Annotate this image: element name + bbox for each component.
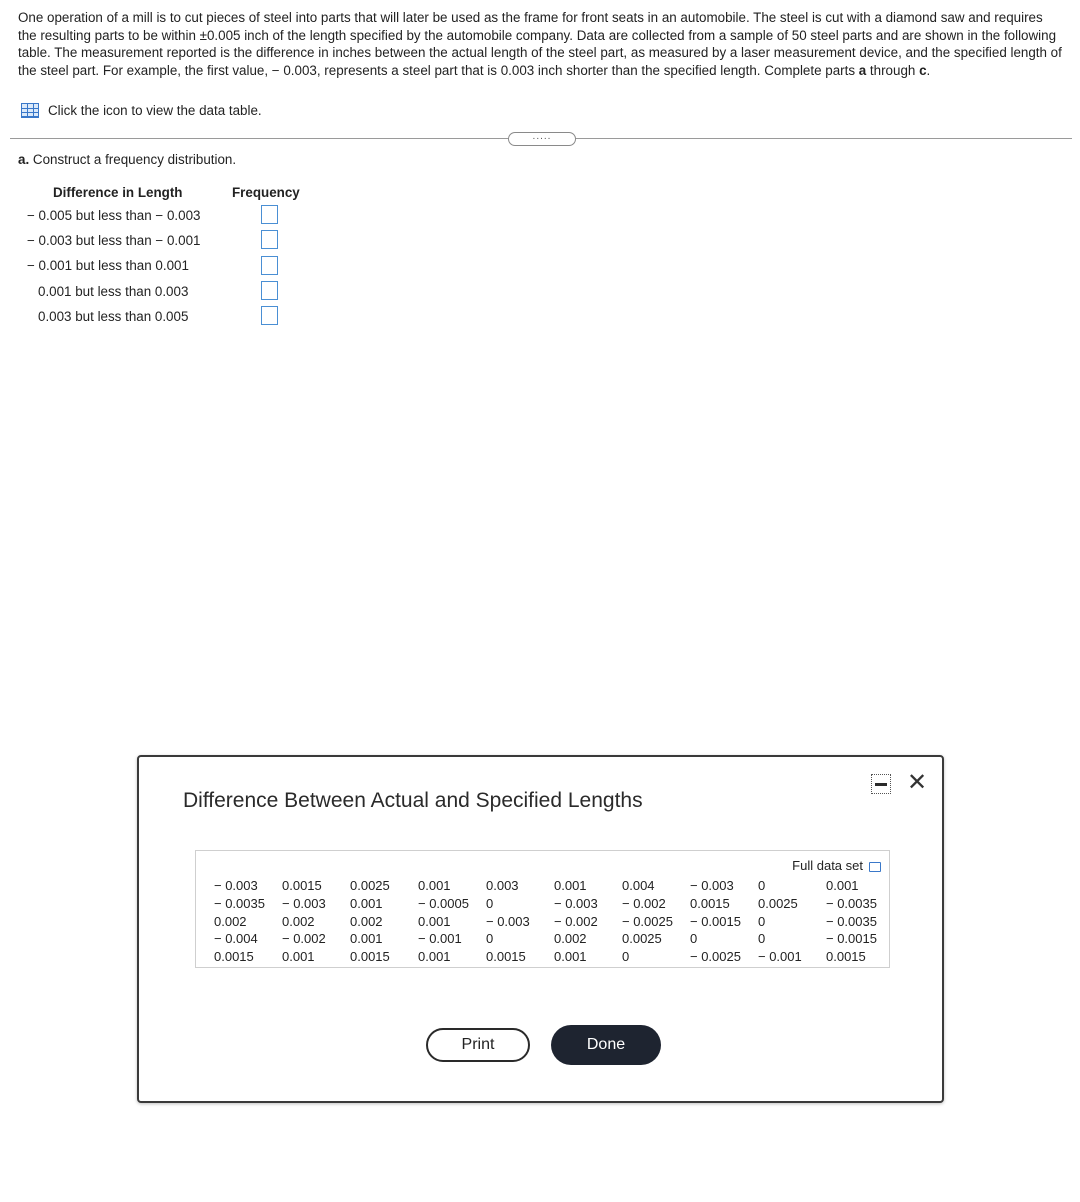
data-cell: 0.002	[214, 913, 247, 929]
data-cell: 0	[758, 913, 766, 929]
done-button[interactable]: Done	[551, 1025, 661, 1065]
data-cell: 0	[690, 931, 698, 947]
data-cell: 0.001	[826, 878, 859, 894]
data-row	[214, 912, 886, 930]
data-cell: − 0.003	[690, 878, 734, 894]
data-cell: 0.002	[350, 913, 383, 929]
frequency-input-3[interactable]	[261, 256, 278, 275]
data-cell: 0.001	[418, 913, 451, 929]
data-cell: 0.0015	[486, 949, 526, 965]
dialog-title: Difference Between Actual and Specified Lengths	[183, 789, 643, 812]
data-cell: 0.001	[350, 931, 383, 947]
difference-header: Difference in Length	[53, 185, 183, 200]
copy-icon[interactable]	[869, 862, 881, 872]
minimize-icon[interactable]	[871, 774, 891, 794]
data-cell: − 0.0035	[826, 896, 877, 912]
through-text: through	[866, 62, 920, 78]
intro-text-3: , represents a steel part that is 0.003 inch shorter than the specified length. Complete parts	[316, 62, 859, 78]
data-cell: 0.0015	[350, 949, 390, 965]
data-cell: 0.001	[418, 878, 451, 894]
intro-period: .	[926, 62, 931, 78]
data-cell: 0.001	[418, 949, 451, 965]
frequency-header: Frequency	[232, 185, 300, 200]
data-cell: 0	[758, 878, 766, 894]
data-cell: 0.0025	[350, 878, 390, 894]
data-table-icon[interactable]	[21, 103, 39, 118]
part-start: a	[858, 62, 867, 78]
class-label: − 0.001 but less than 0.001	[27, 258, 189, 273]
tolerance-value: ±0.005	[199, 27, 241, 43]
full-data-set-label[interactable]: Full data set	[792, 858, 863, 873]
close-icon[interactable]: ✕	[907, 769, 928, 796]
data-cell: − 0.0025	[690, 949, 741, 965]
class-label: − 0.003 but less than − 0.001	[27, 233, 201, 248]
data-cell: 0.0015	[826, 949, 866, 965]
intro-text-1: One operation of a mill is to cut pieces of steel into parts that will later be used as the frame for front seats in an automobile. The steel is cut with a diamond saw and requires the resulting parts to be within	[18, 10, 1043, 43]
class-label: 0.003 but less than 0.005	[38, 309, 189, 324]
data-cell: 0.0025	[758, 896, 798, 912]
data-cell: − 0.003	[486, 913, 530, 929]
data-cell: − 0.001	[758, 949, 802, 965]
data-row	[214, 948, 886, 966]
frequency-input-5[interactable]	[261, 306, 278, 325]
expand-collapse-button[interactable]: .....	[508, 132, 576, 146]
data-cell: 0	[486, 931, 494, 947]
class-label: 0.001 but less than 0.003	[38, 284, 189, 299]
data-cell: − 0.003	[282, 896, 326, 912]
data-cell: 0.004	[622, 878, 655, 894]
data-cell: 0.001	[282, 949, 315, 965]
frequency-input-1[interactable]	[261, 205, 278, 224]
full-data-set-link[interactable]	[792, 858, 881, 873]
part-a-prompt	[18, 152, 236, 167]
data-row	[214, 930, 886, 948]
data-panel	[195, 850, 890, 968]
frequency-input-4[interactable]	[261, 281, 278, 300]
class-label: − 0.005 but less than − 0.003	[27, 208, 201, 223]
data-grid	[214, 877, 886, 965]
example-value: − 0.003	[271, 62, 317, 78]
intro-text-2: inch of the length specified by the automobile company. Data are collected from a sample of 50 steel parts and are shown in the following table. The measurement reported is the difference in inches between the actual length of the steel part, as measured by a laser measurement device, and the specified length of the steel part. For example, the first value,	[18, 27, 1062, 78]
part-end: c	[919, 62, 927, 78]
data-row	[214, 877, 886, 895]
data-cell: − 0.003	[554, 896, 598, 912]
data-cell: 0.0025	[622, 931, 662, 947]
data-cell: − 0.0015	[690, 913, 741, 929]
data-cell: 0.002	[554, 931, 587, 947]
part-a-text: Construct a frequency distribution.	[29, 152, 237, 167]
view-data-text[interactable]: Click the icon to view the data table.	[48, 103, 262, 118]
data-cell: 0.001	[554, 878, 587, 894]
part-a-letter: a.	[18, 152, 30, 167]
data-cell: 0.003	[486, 878, 519, 894]
data-cell: 0.0015	[282, 878, 322, 894]
data-cell: − 0.001	[418, 931, 462, 947]
data-cell: 0.001	[350, 896, 383, 912]
problem-statement	[18, 9, 1063, 79]
data-table-dialog	[137, 755, 944, 1103]
data-cell: − 0.0035	[826, 913, 877, 929]
data-cell: − 0.002	[622, 896, 666, 912]
data-cell: − 0.002	[554, 913, 598, 929]
data-cell: − 0.002	[282, 931, 326, 947]
data-cell: − 0.0015	[826, 931, 877, 947]
data-cell: − 0.0035	[214, 896, 265, 912]
data-row	[214, 895, 886, 913]
data-cell: 0	[622, 949, 630, 965]
data-cell: − 0.003	[214, 878, 258, 894]
data-cell: 0	[758, 931, 766, 947]
view-data-link[interactable]	[21, 103, 262, 118]
data-cell: − 0.004	[214, 931, 258, 947]
data-cell: 0.001	[554, 949, 587, 965]
data-cell: − 0.0025	[622, 913, 673, 929]
data-cell: − 0.0005	[418, 896, 469, 912]
data-cell: 0.002	[282, 913, 315, 929]
data-cell: 0	[486, 896, 494, 912]
data-cell: 0.0015	[690, 896, 730, 912]
frequency-input-2[interactable]	[261, 230, 278, 249]
print-button[interactable]: Print	[426, 1028, 530, 1062]
data-cell: 0.0015	[214, 949, 254, 965]
